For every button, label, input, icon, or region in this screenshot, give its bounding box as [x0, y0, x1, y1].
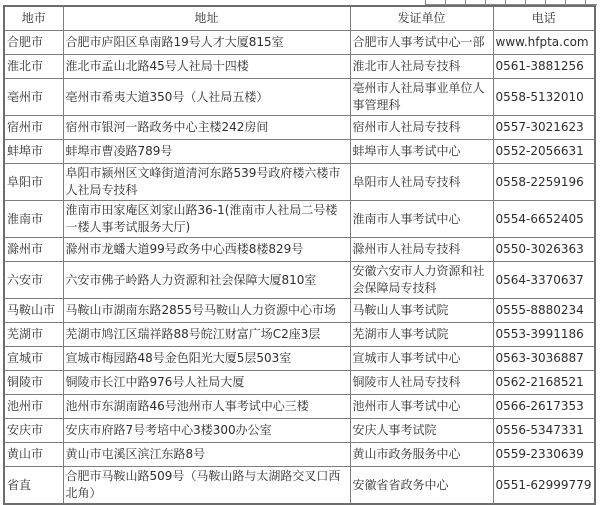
city-cell: 省直 [4, 467, 63, 505]
table-row [4, 164, 595, 201]
city-cell: 淮南市 [4, 201, 63, 238]
address-cell: 黄山市屯溪区滨江东路8号 [63, 443, 350, 467]
city-cell: 阜阳市 [4, 164, 63, 201]
unit-cell: 芜湖市人事考试院 [350, 323, 493, 347]
header-phone: 电话 [493, 6, 595, 31]
city-cell: 合肥市 [4, 31, 63, 55]
city-cell: 池州市 [4, 395, 63, 419]
phone-cell: 0552-2056631 [493, 140, 595, 164]
table-body [4, 31, 595, 505]
address-cell: 阜阳市颍州区文峰街道清河东路539号政府楼六楼市人社局专技科 [63, 164, 350, 201]
address-cell: 马鞍山市湖南东路2855号马鞍山人力资源中心市场 [63, 299, 350, 323]
city-cell: 蚌埠市 [4, 140, 63, 164]
table-row [4, 116, 595, 140]
header-row [4, 6, 595, 31]
table-row [4, 347, 595, 371]
address-cell: 淮南市田家庵区刘家山路36-1(淮南市人社局二号楼一楼人事考试服务大厅) [63, 201, 350, 238]
address-cell: 亳州市希夷大道350号（人社局五楼） [63, 79, 350, 116]
unit-cell: 马鞍山人事考试院 [350, 299, 493, 323]
header-unit: 发证单位 [350, 6, 493, 31]
unit-cell: 亳州市人社局事业单位人事管理科 [350, 79, 493, 116]
table-row [4, 238, 595, 262]
header-city: 地市 [4, 6, 63, 31]
phone-cell: 0557-3021623 [493, 116, 595, 140]
table-row [4, 55, 595, 79]
unit-cell: 安徽省省政务中心 [350, 467, 493, 505]
phone-cell: 0553-3991186 [493, 323, 595, 347]
table-row [4, 299, 595, 323]
city-cell: 宣城市 [4, 347, 63, 371]
phone-cell: 0566-2617353 [493, 395, 595, 419]
table-row [4, 79, 595, 116]
unit-cell: 宣城市人事考试中心 [350, 347, 493, 371]
unit-cell: 池州市人事考试中心 [350, 395, 493, 419]
unit-cell: 安庆人事考试院 [350, 419, 493, 443]
address-cell: 滁州市龙蟠大道99号政务中心西楼8楼829号 [63, 238, 350, 262]
address-cell: 宣城市梅园路48号金色阳光大厦5层503室 [63, 347, 350, 371]
table-row [4, 395, 595, 419]
table-row [4, 201, 595, 238]
phone-cell: 0562-2168521 [493, 371, 595, 395]
address-cell: 池州市东湖南路46号池州市人事考试中心三楼 [63, 395, 350, 419]
unit-cell: 蚌埠市人事考试中心 [350, 140, 493, 164]
unit-cell: 淮南市人事考试中心 [350, 201, 493, 238]
phone-cell: www.hfpta.com [493, 31, 595, 55]
city-cell: 亳州市 [4, 79, 63, 116]
address-cell: 合肥市马鞍山路509号（马鞍山路与太湖路交叉口西北角） [63, 467, 350, 505]
city-cell: 铜陵市 [4, 371, 63, 395]
table-row [4, 419, 595, 443]
city-cell: 安庆市 [4, 419, 63, 443]
unit-cell: 滁州市人社局专技科 [350, 238, 493, 262]
phone-cell: 0554-6652405 [493, 201, 595, 238]
table-row [4, 443, 595, 467]
city-cell: 宿州市 [4, 116, 63, 140]
table-row [4, 467, 595, 505]
phone-cell: 0555-8880234 [493, 299, 595, 323]
phone-cell: 0559-2330639 [493, 443, 595, 467]
address-cell: 蚌埠市曹凌路789号 [63, 140, 350, 164]
city-cell: 黄山市 [4, 443, 63, 467]
phone-cell: 0561-3881256 [493, 55, 595, 79]
city-cell: 滁州市 [4, 238, 63, 262]
address-cell: 宿州市银河一路政务中心主楼242房间 [63, 116, 350, 140]
phone-cell: 0564-3370637 [493, 262, 595, 299]
address-cell: 合肥市庐阳区阜南路19号人才大厦815室 [63, 31, 350, 55]
phone-cell: 0550-3026363 [493, 238, 595, 262]
city-cell: 六安市 [4, 262, 63, 299]
table-row [4, 140, 595, 164]
unit-cell: 阜阳市人社局专技科 [350, 164, 493, 201]
phone-cell: 0563-3036887 [493, 347, 595, 371]
address-cell: 安庆市府路7号考培中心3楼300办公室 [63, 419, 350, 443]
city-cell: 芜湖市 [4, 323, 63, 347]
address-cell: 芜湖市鸠江区瑞祥路88号皖江财富广场C2座3层 [63, 323, 350, 347]
address-cell: 淮北市孟山北路45号人社局十四楼 [63, 55, 350, 79]
unit-cell: 宿州市人社局专技科 [350, 116, 493, 140]
table-row [4, 323, 595, 347]
unit-cell: 黄山市政务服务中心 [350, 443, 493, 467]
phone-cell: 0558-5132010 [493, 79, 595, 116]
contact-table [3, 5, 596, 505]
address-cell: 铜陵市长江中路976号人社局大厦 [63, 371, 350, 395]
unit-cell: 铜陵市人社局专技科 [350, 371, 493, 395]
unit-cell: 淮北市人社局专技科 [350, 55, 493, 79]
phone-cell: 0558-2259196 [493, 164, 595, 201]
unit-cell: 安徽六安市人力资源和社会保障局专技科 [350, 262, 493, 299]
address-cell: 六安市佛子岭路人力资源和社会保障大厦810室 [63, 262, 350, 299]
phone-cell: 0556-5347331 [493, 419, 595, 443]
table-row [4, 262, 595, 299]
table-row [4, 371, 595, 395]
header-address: 地址 [63, 6, 350, 31]
table-row [4, 31, 595, 55]
city-cell: 淮北市 [4, 55, 63, 79]
city-cell: 马鞍山市 [4, 299, 63, 323]
phone-cell: 0551-62999779 [493, 467, 595, 505]
unit-cell: 合肥市人事考试中心一部 [350, 31, 493, 55]
